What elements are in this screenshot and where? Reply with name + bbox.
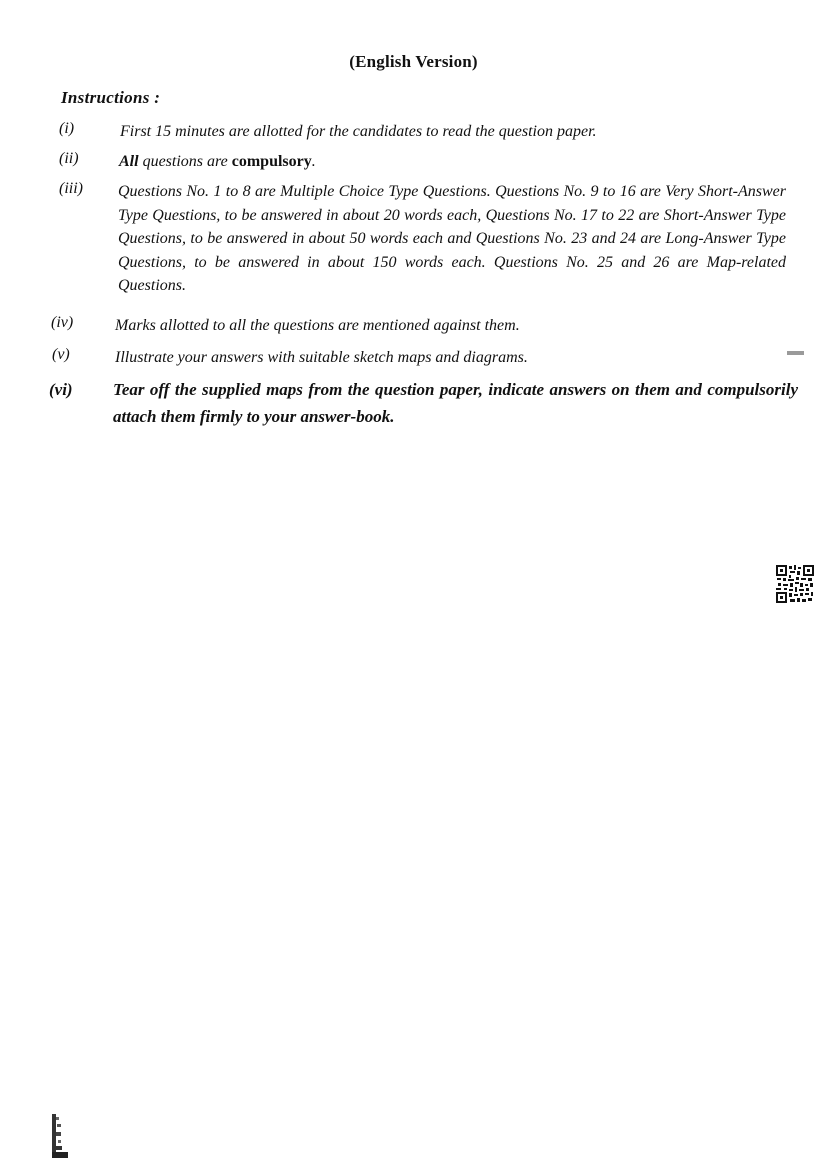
instruction-text: First 15 minutes are allotted for the candidates to read the question paper. [120,123,597,140]
instruction-text-end: . [311,153,316,170]
instruction-text-all: All [119,153,139,170]
instruction-number: (iv) [51,314,74,331]
instruction-text: Questions No. 1 to 8 are Multiple Choice Type Questions. Questions No. 9 to 16 are Very Short-Answer Type Questions, to be answered in about 20 words each, Questions No. 17 to 22 are Short-Answer Type Questions, to be answered in about 50 words each and Questions No. 23 and 24 are Long-Answer Type Questions, to be answered in about 150 words each. Questions No. 25 and 26 are Map-related Questions. [118,183,786,294]
version-title: (English Version) [349,52,478,71]
margin-dash-mark [787,351,804,355]
instructions-heading: Instructions : [61,88,161,107]
corner-scan-mark [50,1112,70,1160]
instruction-text-middle: questions are [138,153,232,170]
instruction-number: (i) [59,120,75,137]
instruction-number: (iii) [59,180,83,197]
instruction-text: Illustrate your answers with suitable sketch maps and diagrams. [115,349,528,366]
instruction-number: (v) [52,346,70,363]
instruction-text [119,150,719,174]
instruction-text: Marks allotted to all the questions are mentioned against them. [115,317,520,334]
instruction-text-compulsory: compulsory [231,153,312,170]
instruction-number: (ii) [59,150,79,167]
qr-code-icon [776,565,814,603]
instruction-text: Tear off the supplied maps from the question paper, indicate answers on them and compulsorily attach them firmly to your answer-book. [113,380,798,426]
instruction-number: (vi) [49,380,73,399]
